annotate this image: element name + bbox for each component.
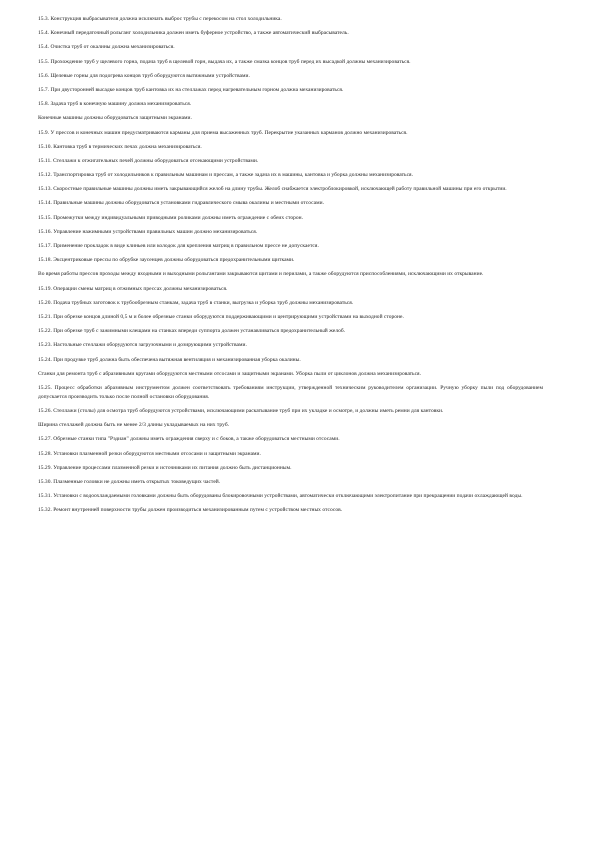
- paragraph-15-4-cleaning: 15.4. Очистка труб от окалины должна механизироваться.: [38, 44, 175, 51]
- paragraph-15-31: 15.31. Установки с водоохлаждаемыми головками должны быть оборудованы блокировочными устройствами, автоматически отключающими электропитание при прекращении подачи охлаждающей воды.: [38, 493, 523, 500]
- paragraph-15-29: 15.29. Управление процессами плазменной резки и источниками их питания должно быть дистанционным.: [38, 464, 292, 471]
- paragraph-15-12: 15.12. Транспортировка труб от холодильников к правильным машинам и прессам, а также задача их в машины, кантовка и уборка должны механизироваться.: [38, 172, 413, 179]
- paragraph-15-16: 15.16. Управление нажимными устройствами правильных машин должно механизироваться.: [38, 228, 258, 235]
- paragraph-15-13: 15.13. Скоростные правильные машины должны иметь закрывающийся желоб на длину трубы. Желоб снабжается электроблокировкой, исключающей работу правильной машины при его открытии.: [38, 186, 507, 193]
- paragraph-15-8: 15.8. Задача труб в конечную машину должна механизироваться.: [38, 101, 192, 108]
- paragraph-15-32: 15.32. Ремонт внутренней поверхности трубы должен производиться механизированным путем с устройством местных отсосов.: [38, 507, 343, 514]
- paragraph-15-10: 15.10. Кантовка труб в термических печах должна механизироваться.: [38, 143, 202, 150]
- paragraph-15-7: 15.7. При двусторонней высадке концов труб кантовка их на стеллажах перед нагревательным горном должна механизироваться.: [38, 86, 344, 93]
- paragraph-15-26: 15.26. Стеллажи (столы) для осмотра труб оборудуются устройствами, исключающими раскатывание труб при их укладке и осмотре, и должны иметь ремни для кантовки.: [38, 408, 444, 415]
- paragraph-15-6: 15.6. Щелевые горны для подогрева концов труб оборудуются вытяжными устройствами.: [38, 72, 250, 79]
- paragraph-15-17: 15.17. Применение прокладок в виде клиньев или колодок для крепления матриц в правильном прессе не допускается.: [38, 243, 319, 249]
- paragraph-15-26-note: Ширина стеллажей должна быть не менее 2/3 длины укладываемых на них труб.: [38, 422, 230, 429]
- paragraph-15-28: 15.28. Установки плазменной резки оборудуются местными отсосами и защитными экранами.: [38, 450, 261, 457]
- paragraph-15-25: 15.25. Процесс обработки абразивным инструментом должен соответствовать требованиям инструкции, утвержденной техническим руководителем организации. Ручную уборку пыли под оборудованием допускается производить только после полной остановки оборудования.: [38, 384, 543, 400]
- paragraph-15-18-note: Во время работы прессов проходы между входными и выходными рольгангами закрываются щитами и перилами, а также оборудуются приспособлениями, исключающими их открывание.: [38, 271, 484, 278]
- paragraph-15-3: 15.3. Конструкция выбрасывателя должна исключать выброс трубы с перекосом на стол холодильника.: [38, 16, 282, 22]
- paragraph-15-24-note: Станки для ремонта труб с абразивными кругами оборудуются местными отсосами и защитными экранами. Уборка пыли от циклонов должна механизироваться.: [38, 370, 421, 377]
- paragraph-15-15: 15.15. Промежутки между индивидуальными приводными роликами должны иметь ограждение с обеих сторон.: [38, 214, 304, 221]
- paragraph-15-22: 15.22. При обрезке труб с зажимными клещами на станках впереди суппорта должен устанавливаться предохранительный желоб.: [38, 328, 346, 335]
- paragraph-15-8-note: Конечные машины должны оборудоваться защитными экранами.: [38, 115, 192, 122]
- paragraph-15-4-buffer: 15.4. Конечный передаточный рольганг холодильника должен иметь буферное устройство, а также автоматический выбрасыватель.: [38, 30, 349, 37]
- paragraph-15-23: 15.23. Настольные стеллажи оборудуются загрузочными и дозирующими устройствами.: [38, 342, 247, 349]
- paragraph-15-19: 15.19. Операции смены матриц в отжимных прессах должны механизироваться.: [38, 285, 228, 292]
- paragraph-15-20: 15.20. Подача трубных заготовок к трубообрезным станкам, задача труб в станки, выгрузка и уборка труб должны механизироваться.: [38, 299, 354, 306]
- paragraph-15-9: 15.9. У прессов и конечных машин предусматриваются карманы для приема высаженных труб. Перекрытие указанных карманов должно механизироваться.: [38, 129, 408, 136]
- paragraph-15-21: 15.21. При обрезке концов длиной 0,5 м и более обрезные станки оборудуются поддерживающими и центрирующими устройствами на выходной стороне.: [38, 313, 404, 320]
- paragraph-15-18: 15.18. Эксцентриковые прессы по обрубке заусенцев должны оборудоваться предохранительными щитками.: [38, 257, 295, 264]
- paragraph-15-30: 15.30. Плазменные головки не должны иметь открытых токоведущих частей.: [38, 479, 221, 485]
- paragraph-15-14: 15.14. Правильные машины должны оборудоваться установками гидравлического смыва окалины и местными отсосами.: [38, 200, 324, 207]
- paragraph-15-11: 15.11. Стеллажи к отжигательных печей должны оборудоваться отсекающими устройствами.: [38, 157, 259, 164]
- paragraph-15-5: 15.5. Прохождение труб у щелевого горна, подача труб в щелевой горн, выдача их, а также смазка концов труб перед их высадкой должны механизироваться.: [38, 58, 411, 65]
- paragraph-15-27: 15.27. Обрезные станки типа "Рэдиан" должны иметь ограждения сверху и с боков, а также оборудоваться местными отсосами.: [38, 436, 340, 443]
- paragraph-15-24: 15.24. При продувке труб должна быть обеспечена вытяжная вентиляция и механизированная уборка окалины.: [38, 356, 301, 363]
